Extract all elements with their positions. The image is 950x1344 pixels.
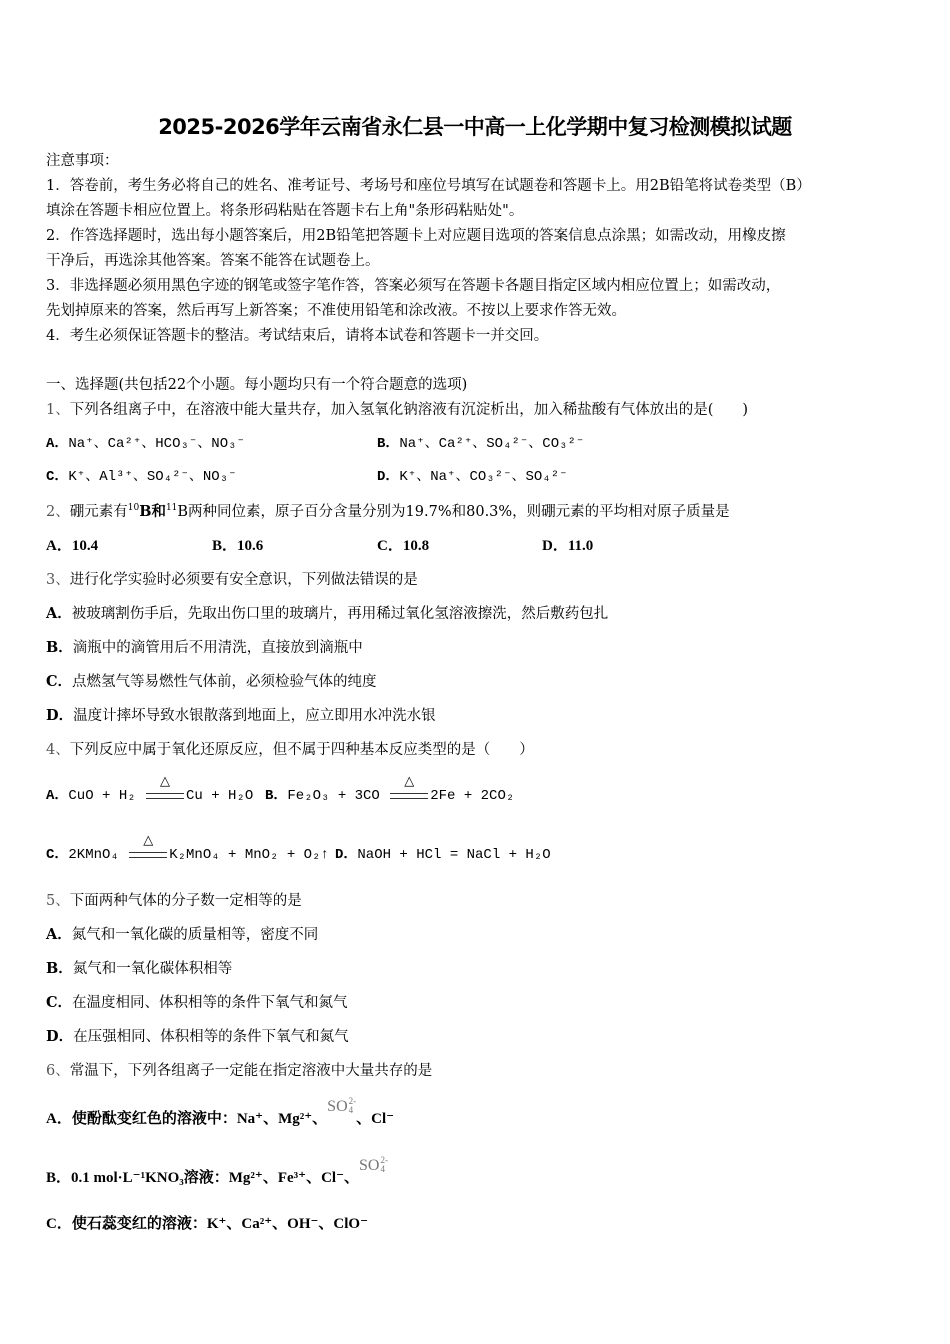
delta-icon: △ [404,774,415,790]
question-6-option-a[interactable]: A．使酚酞变红色的溶液中：Na⁺、Mg²⁺、SO 2- 4 、Cl⁻ [46,1096,395,1127]
notice-line: 1．答卷前，考生务必将自己的姓名、准考证号、考场号和座位号填写在试题卷和答题卡上。用2B铅笔将试卷类型（B） [46,178,811,194]
question-2-option-c[interactable]: C．10.8 [377,538,430,554]
question-3-stem: 3、进行化学实验时必须要有安全意识，下列做法错误的是 [46,572,418,588]
question-2-option-a[interactable]: A．10.4 [46,538,99,554]
question-text: 下列各组离子中，在溶液中能大量共存，加入氢氧化钠溶液有沉淀析出，加入稀盐酸有气体放出的是( ) [69,402,749,418]
question-number: 1、 [46,402,70,418]
question-2-option-b[interactable]: B．10.6 [212,538,264,554]
question-3-option-a[interactable]: A．被玻璃割伤手后，先取出伤口里的玻璃片，再用稀过氧化氢溶液擦洗，然后敷药包扎 [46,605,609,622]
question-6-option-c[interactable]: C．使石蕊变红的溶液：K⁺、Ca²⁺、OH⁻、ClO⁻ [46,1216,369,1232]
question-number: 3、 [46,572,70,588]
question-number: 4、 [46,742,70,758]
notice-line: 干净后，再选涂其他答案。答案不能答在试题卷上。 [46,253,380,269]
question-3-option-d[interactable]: D．温度计摔坏导致水银散落到地面上，应立即用水冲洗水银 [46,707,436,724]
question-4-option-b[interactable]: B．Fe₂O₃ + 3CO △ 2Fe + 2CO₂ [265,774,515,804]
question-1-stem [46,400,748,420]
sulfate-ion-image: SO 2- 4 [359,1155,388,1174]
question-number: 2、 [46,504,70,520]
heating-equals-sign [146,774,184,802]
question-5-option-a[interactable]: A．氮气和一氧化碳的质量相等，密度不同 [46,926,319,943]
question-6-stem: 6、常温下，下列各组离子一定能在指定溶液中大量共存的是 [46,1063,433,1079]
question-5-stem: 5、下面两种气体的分子数一定相等的是 [46,893,302,909]
delta-icon: △ [143,833,154,849]
notice-line: 3．非选择题必须用黑色字迹的钢笔或签字笔作答，答案必须写在答题卡各题目指定区域内相应位置上；如需改动， [46,278,781,294]
notice-line: 先划掉原来的答案，然后再写上新答案；不准使用铅笔和涂改液。不按以上要求作答无效。 [46,303,626,319]
sulfate-ion-image: SO 2- 4 [327,1096,357,1115]
delta-icon: △ [160,774,171,790]
notice-line: 填涂在答题卡相应位置上。将条形码粘贴在答题卡右上角"条形码粘贴处"。 [46,203,524,219]
exam-title: 2025-2026学年云南省永仁县一中高一上化学期中复习检测模拟试题 [158,115,792,139]
heating-equals-sign [390,774,428,802]
notice-line: 4．考生必须保证答题卡的整洁。考试结束后，请将本试卷和答题卡一并交回。 [46,328,549,344]
question-3-option-b[interactable]: B．滴瓶中的滴管用后不用清洗，直接放到滴瓶中 [46,639,363,656]
notice-heading: 注意事项： [46,153,119,169]
question-1-option-b[interactable]: B．Na⁺、Ca²⁺、SO₄²⁻、CO₃²⁻ [377,436,585,452]
section-heading: 一、选择题(共包括22个小题。每小题均只有一个符合题意的选项) [46,377,468,393]
question-1-option-d[interactable]: D．K⁺、Na⁺、CO₃²⁻、SO₄²⁻ [377,469,568,485]
question-1-option-c[interactable]: C．K⁺、Al³⁺、SO₄²⁻、NO₃⁻ [46,469,237,485]
question-number: 6、 [46,1063,70,1079]
notice-line: 2．作答选择题时，选出每小题答案后，用2B铅笔把答题卡上对应题目选项的答案信息点涂黑；如需改动，用橡皮擦 [46,228,786,244]
question-5-option-d[interactable]: D．在压强相同、体积相等的条件下氧气和氮气 [46,1028,349,1045]
question-5-option-c[interactable]: C．在温度相同、体积相等的条件下氧气和氮气 [46,994,348,1011]
question-number: 5、 [46,893,70,909]
question-4-stem: 4、下列反应中属于氧化还原反应，但不属于四种基本反应类型的是（ ） [46,742,534,758]
question-6-option-b[interactable]: B．0.1 mol·L⁻¹KNO₃溶液：Mg²⁺、Fe³⁺、Cl⁻、SO 2- 4 [46,1155,388,1186]
question-4-option-c[interactable]: C．2KMnO₄ △ K₂MnO₄ + MnO₂ + O₂↑ [46,833,329,863]
question-4-option-a[interactable]: A．CuO + H₂ △ Cu + H₂O [46,774,254,804]
question-4-option-d[interactable]: D．NaOH + HCl = NaCl + H₂O [335,847,551,863]
heating-equals-sign [129,833,167,861]
question-2-option-d[interactable]: D．11.0 [542,538,594,554]
question-2-stem: 2、硼元素有$^{10}$B和$^{11}$B两种同位素，原子百分含量分别为19.7%和80.3%，则硼元素的平均相对原子质量是 [46,503,730,520]
question-1-option-a[interactable]: A．Na⁺、Ca²⁺、HCO₃⁻、NO₃⁻ [46,436,245,452]
question-5-option-b[interactable]: B．氮气和一氧化碳体积相等 [46,960,233,977]
question-3-option-c[interactable]: C．点燃氢气等易燃性气体前，必须检验气体的纯度 [46,673,377,690]
